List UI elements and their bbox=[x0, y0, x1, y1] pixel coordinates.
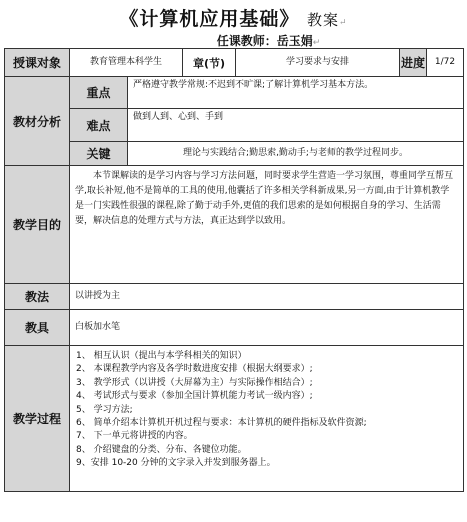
key-label-cell: 重点 bbox=[70, 77, 128, 109]
difficult-value-cell: 做到人到、心到、手到 bbox=[128, 109, 464, 142]
keypoint-label-cell: 关键 bbox=[70, 142, 128, 166]
process-label-cell: 教学过程 bbox=[5, 346, 70, 492]
progress-value-cell: 1/72 bbox=[427, 49, 464, 77]
teacher-name: 岳玉娟 bbox=[276, 34, 313, 48]
subject-label-cell: 授课对象 bbox=[5, 49, 70, 77]
progress-label-cell: 进度 bbox=[400, 49, 427, 77]
list-item: 6、 简单介绍本计算机开机过程与要求：本计算机的硬件指标及软件资源; bbox=[76, 418, 367, 429]
title-text: 《计算机应用基础》 bbox=[119, 8, 300, 30]
paragraph-mark-icon: ↵ bbox=[312, 38, 321, 48]
difficult-label-cell: 难点 bbox=[70, 109, 128, 142]
process-list bbox=[70, 346, 463, 475]
lesson-plan-table bbox=[4, 48, 464, 492]
chapter-value-cell: 学习要求与安排 bbox=[236, 49, 400, 77]
objective-text: 本节课解读的是学习内容与学习方法问题，同时要求学生营造一学习氛围，尊重同学互帮互学,取长补短,他不是简单的工具的使用,他囊括了许多相关学科新成果,另一方面,由于计算机教学是一门实践性很强的课程,除了勤于动手外,更值的我们思索的是如何根据自身的学习、生活需要，解决信息的处理方式与方法，真正达到学以致用。 bbox=[75, 171, 454, 226]
paragraph-mark-icon: ↵ bbox=[339, 18, 348, 28]
key-value-cell: 严格遵守教学常规:不迟到不旷课;了解计算机学习基本方法。 bbox=[128, 77, 464, 109]
tools-label-cell: 教具 bbox=[5, 310, 70, 346]
objective-value-cell bbox=[70, 166, 464, 284]
teacher-line bbox=[0, 32, 467, 49]
document-title bbox=[0, 4, 467, 34]
method-value-cell: 以讲授为主 bbox=[70, 284, 464, 310]
process-value-cell bbox=[70, 346, 464, 492]
list-item: 9、安排 10-20 分钟的文字录入并发到服务器上。 bbox=[76, 458, 276, 469]
list-item: 5、 学习方法; bbox=[76, 404, 133, 415]
method-label-cell: 教法 bbox=[5, 284, 70, 310]
list-item: 2、 本课程教学内容及各学时数进度安排（根据大纲要求）; bbox=[76, 364, 313, 375]
title-suffix: 教案 bbox=[307, 11, 340, 29]
teacher-label: 任课教师： bbox=[216, 34, 277, 48]
tools-value-cell: 白板加水笔 bbox=[70, 310, 464, 346]
keypoint-value-cell: 理论与实践结合;勤思索,勤动手;与老师的教学过程同步。 bbox=[128, 142, 464, 166]
subject-value-cell: 教育管理本科学生 bbox=[70, 49, 183, 77]
list-item: 4、 考试形式与要求（参加全国计算机能力考试一级内容）; bbox=[76, 391, 313, 402]
list-item: 1、 相互认识（提出与本学科相关的知识） bbox=[76, 351, 247, 361]
list-item: 7、 下一单元将讲授的内容。 bbox=[76, 431, 193, 442]
list-item: 8、 介绍键盘的分类、分布、各键位功能。 bbox=[76, 444, 247, 455]
chapter-label-cell: 章(节) bbox=[183, 49, 236, 77]
objective-label-cell: 教学目的 bbox=[5, 166, 70, 284]
analysis-label-cell: 教材分析 bbox=[5, 77, 70, 166]
list-item: 3、 教学形式（以讲授（大屏幕为主）与实际操作相结合）; bbox=[76, 377, 313, 388]
